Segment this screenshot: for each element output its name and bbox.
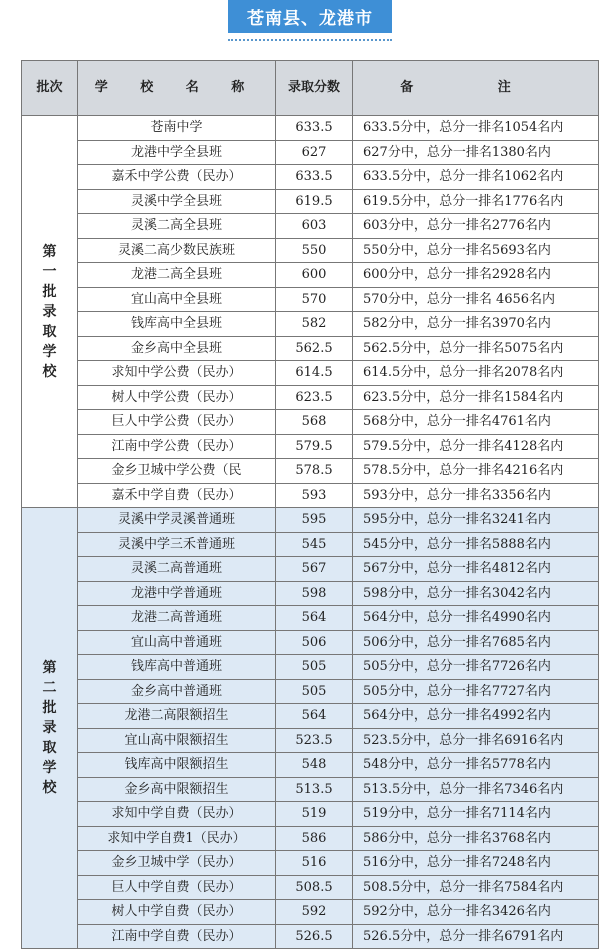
school-name-cell: 龙港二高限额招生 bbox=[78, 704, 276, 729]
note-cell: 633.5分中，总分一排名1062名内 bbox=[353, 165, 599, 190]
school-name-cell: 龙港二高普通班 bbox=[78, 606, 276, 631]
title-underline bbox=[228, 39, 392, 41]
table-row bbox=[22, 532, 599, 557]
table-header-row bbox=[22, 61, 599, 116]
note-cell: 582分中，总分一排名3970名内 bbox=[353, 312, 599, 337]
table-row bbox=[22, 630, 599, 655]
score-cell: 550 bbox=[276, 238, 353, 263]
score-cell: 633.5 bbox=[276, 116, 353, 141]
note-cell: 598分中，总分一排名3042名内 bbox=[353, 581, 599, 606]
note-cell: 619.5分中，总分一排名1776名内 bbox=[353, 189, 599, 214]
note-cell: 516分中，总分一排名7248名内 bbox=[353, 851, 599, 876]
score-cell: 519 bbox=[276, 802, 353, 827]
school-name-cell: 江南中学自费（民办） bbox=[78, 924, 276, 949]
school-name-cell: 龙港中学普通班 bbox=[78, 581, 276, 606]
table-row bbox=[22, 459, 599, 484]
school-name-cell: 求知中学自费1（民办） bbox=[78, 826, 276, 851]
note-cell: 564分中，总分一排名4992名内 bbox=[353, 704, 599, 729]
batch-label: 第 一 批 录 取 学 校 bbox=[22, 116, 78, 508]
score-cell: 548 bbox=[276, 753, 353, 778]
note-cell: 568分中，总分一排名4761名内 bbox=[353, 410, 599, 435]
school-name-cell: 江南中学公费（民办） bbox=[78, 434, 276, 459]
table-row bbox=[22, 238, 599, 263]
score-cell: 545 bbox=[276, 532, 353, 557]
note-cell: 545分中，总分一排名5888名内 bbox=[353, 532, 599, 557]
table-row bbox=[22, 410, 599, 435]
score-cell: 619.5 bbox=[276, 189, 353, 214]
header-score: 录取分数 bbox=[276, 61, 353, 116]
note-cell: 603分中，总分一排名2776名内 bbox=[353, 214, 599, 239]
table-row bbox=[22, 753, 599, 778]
school-name-cell: 龙港二高全县班 bbox=[78, 263, 276, 288]
score-cell: 598 bbox=[276, 581, 353, 606]
table-row bbox=[22, 140, 599, 165]
school-name-cell: 钱库高中全县班 bbox=[78, 312, 276, 337]
table-row bbox=[22, 165, 599, 190]
score-cell: 513.5 bbox=[276, 777, 353, 802]
school-name-cell: 求知中学自费（民办） bbox=[78, 802, 276, 827]
table-row bbox=[22, 728, 599, 753]
table-row bbox=[22, 557, 599, 582]
admission-table bbox=[21, 60, 599, 949]
table-row bbox=[22, 826, 599, 851]
table-row bbox=[22, 851, 599, 876]
table-row bbox=[22, 312, 599, 337]
table-row bbox=[22, 336, 599, 361]
note-cell: 513.5分中，总分一排名7346名内 bbox=[353, 777, 599, 802]
note-cell: 627分中，总分一排名1380名内 bbox=[353, 140, 599, 165]
school-name-cell: 金乡高中普通班 bbox=[78, 679, 276, 704]
school-name-cell: 灵溪二高全县班 bbox=[78, 214, 276, 239]
note-cell: 593分中，总分一排名3356名内 bbox=[353, 483, 599, 508]
score-cell: 564 bbox=[276, 606, 353, 631]
note-cell: 506分中，总分一排名7685名内 bbox=[353, 630, 599, 655]
school-name-cell: 嘉禾中学自费（民办） bbox=[78, 483, 276, 508]
note-cell: 564分中，总分一排名4990名内 bbox=[353, 606, 599, 631]
table-row bbox=[22, 655, 599, 680]
school-name-cell: 树人中学自费（民办） bbox=[78, 900, 276, 925]
school-name-cell: 灵溪中学灵溪普通班 bbox=[78, 508, 276, 533]
score-cell: 600 bbox=[276, 263, 353, 288]
note-cell: 519分中，总分一排名7114名内 bbox=[353, 802, 599, 827]
table-row bbox=[22, 924, 599, 949]
score-cell: 582 bbox=[276, 312, 353, 337]
school-name-cell: 金乡卫城中学公费（民 bbox=[78, 459, 276, 484]
note-cell: 550分中，总分一排名5693名内 bbox=[353, 238, 599, 263]
batch-label: 第 二 批 录 取 学 校 bbox=[22, 508, 78, 949]
table-row bbox=[22, 704, 599, 729]
table-row bbox=[22, 116, 599, 141]
note-cell: 579.5分中，总分一排名4128名内 bbox=[353, 434, 599, 459]
note-cell: 623.5分中，总分一排名1584名内 bbox=[353, 385, 599, 410]
score-cell: 508.5 bbox=[276, 875, 353, 900]
school-name-cell: 金乡卫城中学（民办） bbox=[78, 851, 276, 876]
table-row bbox=[22, 581, 599, 606]
school-name-cell: 灵溪二高普通班 bbox=[78, 557, 276, 582]
table-row bbox=[22, 263, 599, 288]
score-cell: 568 bbox=[276, 410, 353, 435]
table-row bbox=[22, 777, 599, 802]
school-name-cell: 巨人中学自费（民办） bbox=[78, 875, 276, 900]
table-row bbox=[22, 385, 599, 410]
score-cell: 516 bbox=[276, 851, 353, 876]
score-cell: 505 bbox=[276, 679, 353, 704]
score-cell: 526.5 bbox=[276, 924, 353, 949]
table-body bbox=[22, 116, 599, 949]
note-cell: 523.5分中，总分一排名6916名内 bbox=[353, 728, 599, 753]
table-row bbox=[22, 679, 599, 704]
school-name-cell: 钱库高中普通班 bbox=[78, 655, 276, 680]
note-cell: 505分中，总分一排名7727名内 bbox=[353, 679, 599, 704]
school-name-cell: 金乡高中全县班 bbox=[78, 336, 276, 361]
note-cell: 586分中，总分一排名3768名内 bbox=[353, 826, 599, 851]
school-name-cell: 嘉禾中学公费（民办） bbox=[78, 165, 276, 190]
school-name-cell: 树人中学公费（民办） bbox=[78, 385, 276, 410]
table-row bbox=[22, 483, 599, 508]
table-row bbox=[22, 189, 599, 214]
score-cell: 505 bbox=[276, 655, 353, 680]
note-cell: 595分中，总分一排名3241名内 bbox=[353, 508, 599, 533]
school-name-cell: 钱库高中限额招生 bbox=[78, 753, 276, 778]
header-batch: 批次 bbox=[22, 61, 78, 116]
score-cell: 595 bbox=[276, 508, 353, 533]
table-row bbox=[22, 606, 599, 631]
table-row bbox=[22, 434, 599, 459]
school-name-cell: 宜山高中限额招生 bbox=[78, 728, 276, 753]
score-cell: 614.5 bbox=[276, 361, 353, 386]
table-row bbox=[22, 802, 599, 827]
table-row bbox=[22, 508, 599, 533]
page-header bbox=[0, 0, 606, 54]
score-cell: 592 bbox=[276, 900, 353, 925]
school-name-cell: 灵溪二高少数民族班 bbox=[78, 238, 276, 263]
score-cell: 623.5 bbox=[276, 385, 353, 410]
note-cell: 578.5分中，总分一排名4216名内 bbox=[353, 459, 599, 484]
note-cell: 505分中，总分一排名7726名内 bbox=[353, 655, 599, 680]
school-name-cell: 灵溪中学三禾普通班 bbox=[78, 532, 276, 557]
table-row bbox=[22, 287, 599, 312]
header-note: 备 注 bbox=[353, 61, 599, 116]
school-name-cell: 龙港中学全县班 bbox=[78, 140, 276, 165]
table-row bbox=[22, 900, 599, 925]
page-title: 苍南县、龙港市 bbox=[228, 0, 392, 33]
score-cell: 579.5 bbox=[276, 434, 353, 459]
school-name-cell: 宜山高中普通班 bbox=[78, 630, 276, 655]
score-cell: 578.5 bbox=[276, 459, 353, 484]
note-cell: 562.5分中，总分一排名5075名内 bbox=[353, 336, 599, 361]
score-cell: 506 bbox=[276, 630, 353, 655]
school-name-cell: 巨人中学公费（民办） bbox=[78, 410, 276, 435]
table-row bbox=[22, 361, 599, 386]
header-school: 学 校 名 称 bbox=[78, 61, 276, 116]
note-cell: 548分中，总分一排名5778名内 bbox=[353, 753, 599, 778]
note-cell: 526.5分中，总分一排名6791名内 bbox=[353, 924, 599, 949]
table-row bbox=[22, 875, 599, 900]
note-cell: 614.5分中，总分一排名2078名内 bbox=[353, 361, 599, 386]
school-name-cell: 金乡高中限额招生 bbox=[78, 777, 276, 802]
score-cell: 564 bbox=[276, 704, 353, 729]
score-cell: 586 bbox=[276, 826, 353, 851]
score-cell: 562.5 bbox=[276, 336, 353, 361]
score-cell: 567 bbox=[276, 557, 353, 582]
score-cell: 633.5 bbox=[276, 165, 353, 190]
note-cell: 508.5分中，总分一排名7584名内 bbox=[353, 875, 599, 900]
score-cell: 593 bbox=[276, 483, 353, 508]
score-cell: 603 bbox=[276, 214, 353, 239]
school-name-cell: 求知中学公费（民办） bbox=[78, 361, 276, 386]
school-name-cell: 苍南中学 bbox=[78, 116, 276, 141]
school-name-cell: 宜山高中全县班 bbox=[78, 287, 276, 312]
score-cell: 627 bbox=[276, 140, 353, 165]
note-cell: 633.5分中，总分一排名1054名内 bbox=[353, 116, 599, 141]
score-cell: 570 bbox=[276, 287, 353, 312]
note-cell: 570分中，总分一排名 4656名内 bbox=[353, 287, 599, 312]
note-cell: 600分中，总分一排名2928名内 bbox=[353, 263, 599, 288]
note-cell: 567分中，总分一排名4812名内 bbox=[353, 557, 599, 582]
school-name-cell: 灵溪中学全县班 bbox=[78, 189, 276, 214]
table-row bbox=[22, 214, 599, 239]
score-cell: 523.5 bbox=[276, 728, 353, 753]
note-cell: 592分中，总分一排名3426名内 bbox=[353, 900, 599, 925]
